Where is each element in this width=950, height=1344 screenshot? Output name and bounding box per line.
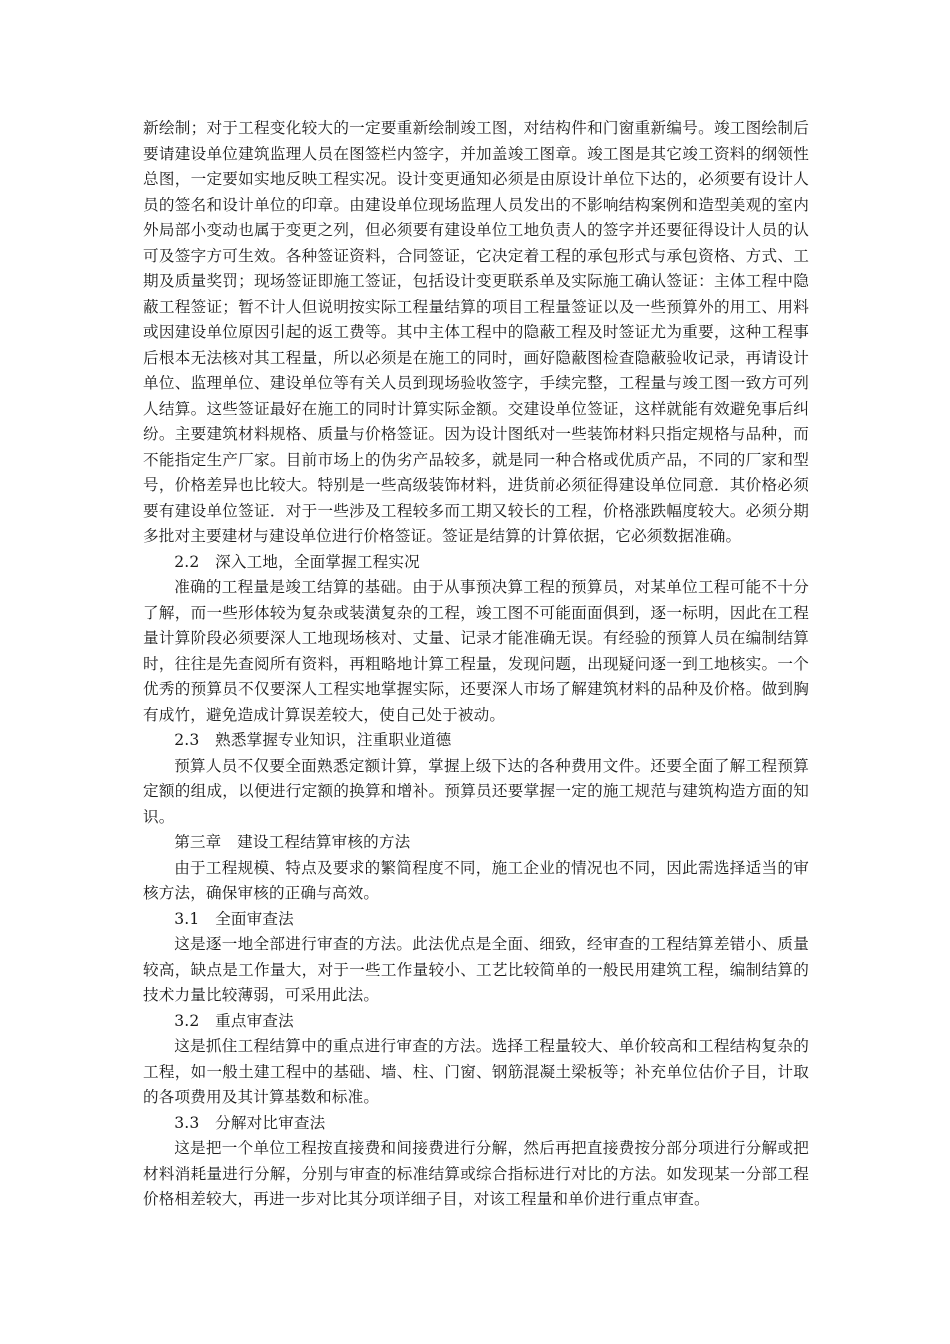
paragraph-body: 准确的工程量是竣工结算的基础。由于从事预决算工程的预算员，对某单位工程可能不十分了解，而一些形体较为复杂或装潢复杂的工程，竣工图不可能面面俱到，逐一标明，因此在工程量计算阶段必须要深人工地现场核对、丈量、记录才能准确无误。有经验的预算人员在编制结算时，往往是先查阅所有资料，再粗略地计算工程量，发现问题，出现疑问逐一到工地核实。一个优秀的预算员不仅要深人工程实地掌握实际，还要深人市场了解建筑材料的品种及价格。做到胸有成竹，避免造成计算误差较大，使自己处于被动。 [143,578,809,724]
paragraph-body: 由于工程规模、特点及要求的繁简程度不同，施工企业的情况也不同，因此需选择适当的审核方法，确保审核的正确与高效。 [143,858,809,902]
document-page [143,116,809,1213]
section-heading-3-1: 3.1 全面审查法 [174,909,294,928]
paragraph-body-continuation: 新绘制；对于工程变化较大的一定要重新绘制竣工图，对结构件和门窗重新编号。竣工图绘制后要请建设单位建筑监理人员在图签栏内签字，并加盖竣工图章。竣工图是其它竣工资料的纲领性总图，一定要如实地反映工程实况。设计变更通知必须是由原设计单位下达的，必须要有设计人员的签名和设计单位的印章。由建设单位现场监理人员发出的不影响结构案例和造型美观的室内外局部小变动也属于变更之列，但必须要有建设单位工地负责人的签字并还要征得设计人员的认可及签字方可生效。各种签证资料，合同签证，它决定着工程的承包形式与承包资格、方式、工期及质量奖罚；现场签证即施工签证，包括设计变更联系单及实际施工确认签证：主体工程中隐蔽工程签证；暂不计人但说明按实际工程量结算的项目工程量签证以及一些预算外的用工、用料或因建设单位原因引起的返工费等。其中主体工程中的隐蔽工程及时签证尤为重要，这种工程事后根本无法核对其工程量，所以必须是在施工的同时，画好隐蔽图检查隐蔽验收记录，再请设计单位、监理单位、建设单位等有关人员到现场验收签字，手续完整，工程量与竣工图一致方可列人结算。这些签证最好在施工的同时计算实际金额。交建设单位签证，这样就能有效避免事后纠纷。主要建筑材料规格、质量与价格签证。因为设计图纸对一些装饰材料只指定规格与品种，而不能指定生产厂家。目前市场上的伪劣产品较多，就是同一种合格或优质产品，不同的厂家和型号，价格差异也比较大。特别是一些高级装饰材料，进货前必须征得建设单位同意．其价格必须要有建设单位签证．对于一些涉及工程较多而工期又较长的工程，价格涨跌幅度较大。必须分期多批对主要建材与建设单位进行价格签证。签证是结算的计算依据，它必须数据准确。 [143,119,809,545]
section-heading-2-3: 2.3 熟悉掌握专业知识，注重职业道德 [174,731,452,749]
section-heading-2-2: 2.2 深入工地，全面掌握工程实况 [174,552,420,571]
section-heading-3-3: 3.3 分解对比审查法 [174,1113,326,1132]
section-heading-3-2: 3.2 重点审查法 [174,1011,294,1030]
paragraph-body: 这是抓住工程结算中的重点进行审查的方法。选择工程量较大、单价较高和工程结构复杂的工程，如一般土建工程中的基础、墙、柱、门窗、钢筋混凝土梁板等；补充单位估价子目，计取的各项费用及其计算基数和标准。 [143,1037,809,1106]
chapter-heading-3: 第三章 建设工程结算审核的方法 [174,833,411,851]
paragraph-body: 这是逐一地全部进行审查的方法。此法优点是全面、细致，经审查的工程结算差错小、质量较高，缺点是工作量大，对于一些工作量较小、工艺比较简单的一般民用建筑工程，编制结算的技术力量比较薄弱，可采用此法。 [143,935,809,1004]
paragraph-body: 预算人员不仅要全面熟悉定额计算，掌握上级下达的各种费用文件。还要全面了解工程预算定额的组成，以便进行定额的换算和增补。预算员还要掌握一定的施工规范与建筑构造方面的知识。 [143,756,809,826]
paragraph-body: 这是把一个单位工程按直接费和间接费进行分解，然后再把直接费按分部分项进行分解或把材料消耗量进行分解，分别与审查的标准结算或综合指标进行对比的方法。如发现某一分部工程价格相差较大，再进一步对比其分项详细子目，对该工程量和单价进行重点审查。 [143,1139,809,1208]
